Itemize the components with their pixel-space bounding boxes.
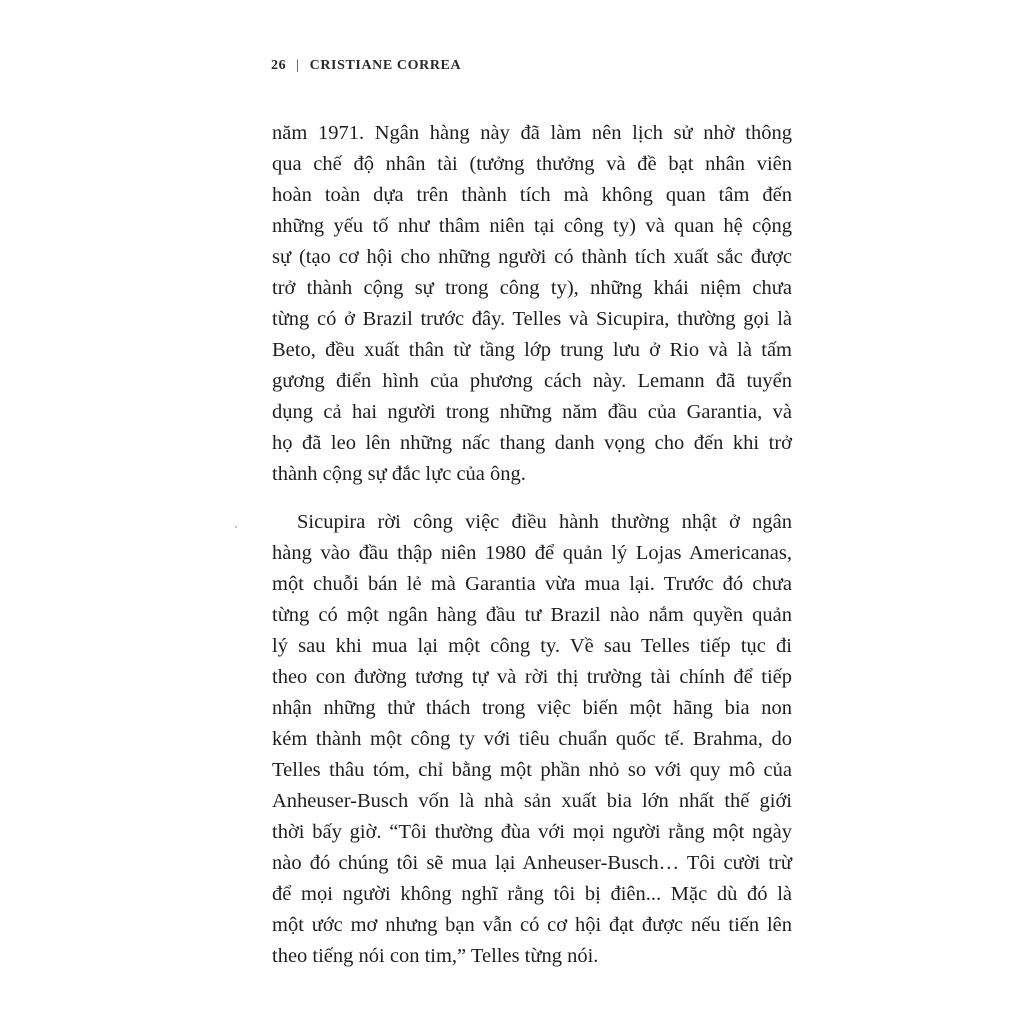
text-line: theo tiếng nói con tim,” Telles từng nói. xyxy=(272,945,599,967)
text-line: dụng cả hai người trong những năm đầu của Garantia, và xyxy=(272,401,792,423)
header-separator: | xyxy=(296,58,300,73)
text-line: Sicupira rời công việc điều hành thường nhật ở ngân xyxy=(297,511,792,533)
text-line: Beto, đều xuất thân từ tầng lớp trung lưu ở Rio và là tấm xyxy=(272,339,792,361)
body-text xyxy=(272,118,792,972)
text-line: lý sau khi mua lại một công ty. Về sau Telles tiếp tục đi xyxy=(272,635,792,657)
text-line: Anheuser-Busch vốn là nhà sản xuất bia lớn nhất thế giới xyxy=(272,790,792,812)
text-line: thành cộng sự đắc lực của ông. xyxy=(272,463,526,485)
text-line: một chuỗi bán lẻ mà Garantia vừa mua lại. Trước đó chưa xyxy=(272,573,792,595)
text-line: trở thành cộng sự trong công ty), những khái niệm chưa xyxy=(272,277,792,299)
text-line: Telles thâu tóm, chỉ bằng một phần nhỏ so với quy mô của xyxy=(272,759,792,781)
paper-speck xyxy=(235,526,237,528)
text-line: thời bấy giờ. “Tôi thường đùa với mọi người rằng một ngày xyxy=(272,821,792,843)
text-line: họ đã leo lên những nấc thang danh vọng cho đến khi trở xyxy=(272,432,792,454)
text-line: từng có một ngân hàng đầu tư Brazil nào nắm quyền quản xyxy=(272,604,792,626)
text-line: để mọi người không nghĩ rằng tôi bị điên... Mặc dù đó là xyxy=(272,883,792,905)
text-line: hoàn toàn dựa trên thành tích mà không quan tâm đến xyxy=(272,184,792,206)
text-line: những yếu tố như thâm niên tại công ty) và quan hệ cộng xyxy=(272,215,792,237)
paragraph-1 xyxy=(272,118,792,490)
text-line: hàng vào đầu thập niên 1980 để quản lý Lojas Americanas, xyxy=(272,542,792,564)
text-line: kém thành một công ty với tiêu chuẩn quốc tế. Brahma, do xyxy=(272,728,792,750)
text-line: từng có ở Brazil trước đây. Telles và Sicupira, thường gọi là xyxy=(272,308,792,330)
text-line: nào đó chúng tôi sẽ mua lại Anheuser-Busch… Tôi cười trừ xyxy=(272,852,792,874)
text-line: gương điển hình của phương cách này. Lemann đã tuyển xyxy=(272,370,792,392)
text-line: nhận những thử thách trong việc biến một hãng bia non xyxy=(272,697,792,719)
text-line: năm 1971. Ngân hàng này đã làm nên lịch sử nhờ thông xyxy=(272,122,792,144)
paragraph-2 xyxy=(272,507,792,972)
running-head xyxy=(271,58,461,74)
author-name: CRISTIANE CORREA xyxy=(309,58,462,73)
text-line: một ước mơ nhưng bạn vẫn có cơ hội đạt được nếu tiến lên xyxy=(272,914,792,936)
page-number: 26 xyxy=(271,58,287,73)
text-line: theo con đường tương tự và rời thị trường tài chính để tiếp xyxy=(272,666,792,688)
text-line: qua chế độ nhân tài (tưởng thưởng và đề bạt nhân viên xyxy=(272,153,792,175)
text-line: sự (tạo cơ hội cho những người có thành tích xuất sắc được xyxy=(272,246,792,268)
